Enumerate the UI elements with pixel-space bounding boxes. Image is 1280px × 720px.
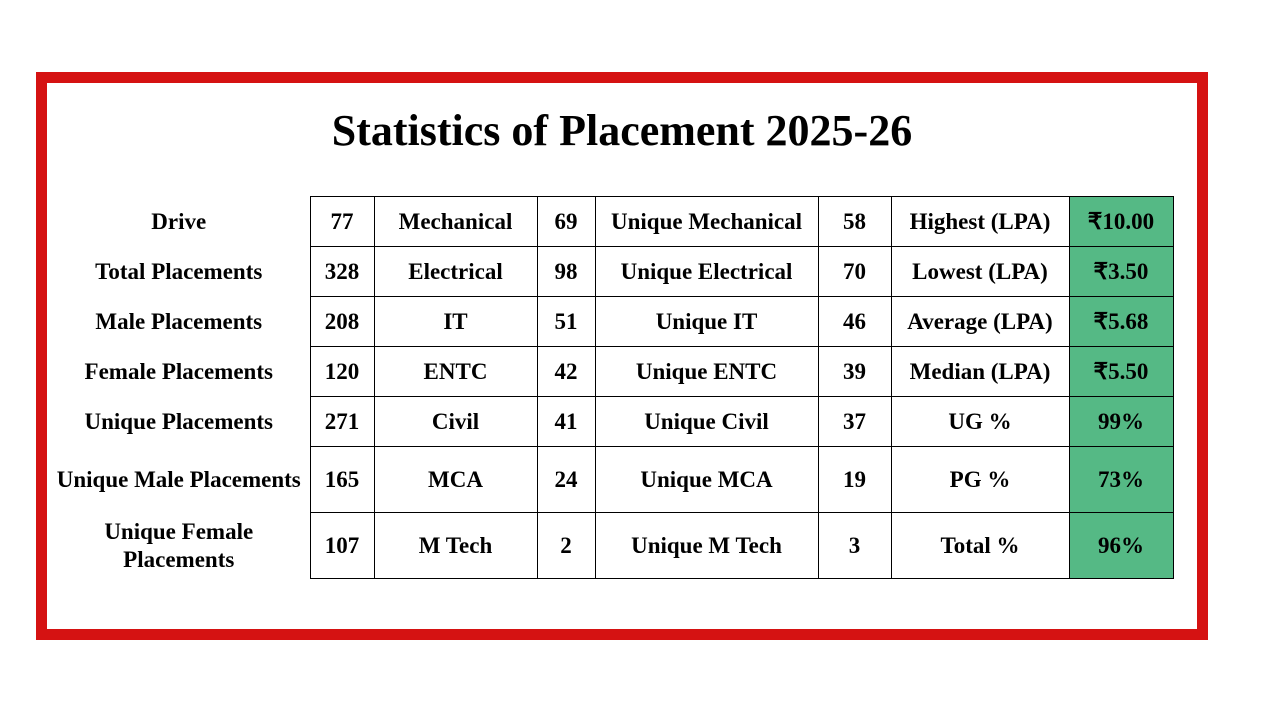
category-label: Unique Female Placements [48, 513, 310, 579]
unique-branch-label: Unique Civil [595, 397, 818, 447]
branch-label: IT [374, 297, 537, 347]
metric-label: Highest (LPA) [891, 197, 1069, 247]
category-label: Unique Male Placements [48, 447, 310, 513]
unique-branch-value: 3 [818, 513, 891, 579]
metric-value: ₹10.00 [1069, 197, 1173, 247]
branch-label: Mechanical [374, 197, 537, 247]
category-value: 165 [310, 447, 374, 513]
category-value: 107 [310, 513, 374, 579]
category-value: 271 [310, 397, 374, 447]
branch-label: ENTC [374, 347, 537, 397]
metric-label: Lowest (LPA) [891, 247, 1069, 297]
metric-value: ₹5.50 [1069, 347, 1173, 397]
unique-branch-label: Unique Mechanical [595, 197, 818, 247]
metric-label: Total % [891, 513, 1069, 579]
branch-value: 69 [537, 197, 595, 247]
category-label: Drive [48, 197, 310, 247]
table-row [48, 513, 1173, 579]
metric-value: ₹5.68 [1069, 297, 1173, 347]
category-label: Female Placements [48, 347, 310, 397]
unique-branch-value: 39 [818, 347, 891, 397]
metric-value: 73% [1069, 447, 1173, 513]
metric-value: 99% [1069, 397, 1173, 447]
branch-label: Electrical [374, 247, 537, 297]
unique-branch-label: Unique Electrical [595, 247, 818, 297]
unique-branch-value: 46 [818, 297, 891, 347]
page-title: Statistics of Placement 2025-26 [331, 106, 913, 155]
branch-value: 98 [537, 247, 595, 297]
category-value: 77 [310, 197, 374, 247]
unique-branch-value: 19 [818, 447, 891, 513]
category-label: Unique Placements [48, 397, 310, 447]
category-label: Total Placements [48, 247, 310, 297]
unique-branch-label: Unique IT [595, 297, 818, 347]
table-row [48, 397, 1173, 447]
table-row [48, 447, 1173, 513]
placement-statistics-table [48, 196, 1174, 579]
unique-branch-value: 58 [818, 197, 891, 247]
metric-value: ₹3.50 [1069, 247, 1173, 297]
metric-label: Average (LPA) [891, 297, 1069, 347]
branch-label: Civil [374, 397, 537, 447]
branch-value: 2 [537, 513, 595, 579]
unique-branch-label: Unique M Tech [595, 513, 818, 579]
category-value: 328 [310, 247, 374, 297]
category-value: 208 [310, 297, 374, 347]
table-row [48, 197, 1173, 247]
unique-branch-label: Unique ENTC [595, 347, 818, 397]
unique-branch-value: 37 [818, 397, 891, 447]
table-row [48, 247, 1173, 297]
branch-value: 41 [537, 397, 595, 447]
table-row [48, 347, 1173, 397]
metric-label: UG % [891, 397, 1069, 447]
branch-value: 51 [537, 297, 595, 347]
branch-value: 24 [537, 447, 595, 513]
unique-branch-label: Unique MCA [595, 447, 818, 513]
table-row [48, 297, 1173, 347]
branch-label: MCA [374, 447, 537, 513]
branch-label: M Tech [374, 513, 537, 579]
unique-branch-value: 70 [818, 247, 891, 297]
table-body [48, 197, 1173, 579]
category-label: Male Placements [48, 297, 310, 347]
branch-value: 42 [537, 347, 595, 397]
metric-label: Median (LPA) [891, 347, 1069, 397]
placement-statistics-panel [36, 72, 1208, 640]
metric-value: 96% [1069, 513, 1173, 579]
category-value: 120 [310, 347, 374, 397]
metric-label: PG % [891, 447, 1069, 513]
